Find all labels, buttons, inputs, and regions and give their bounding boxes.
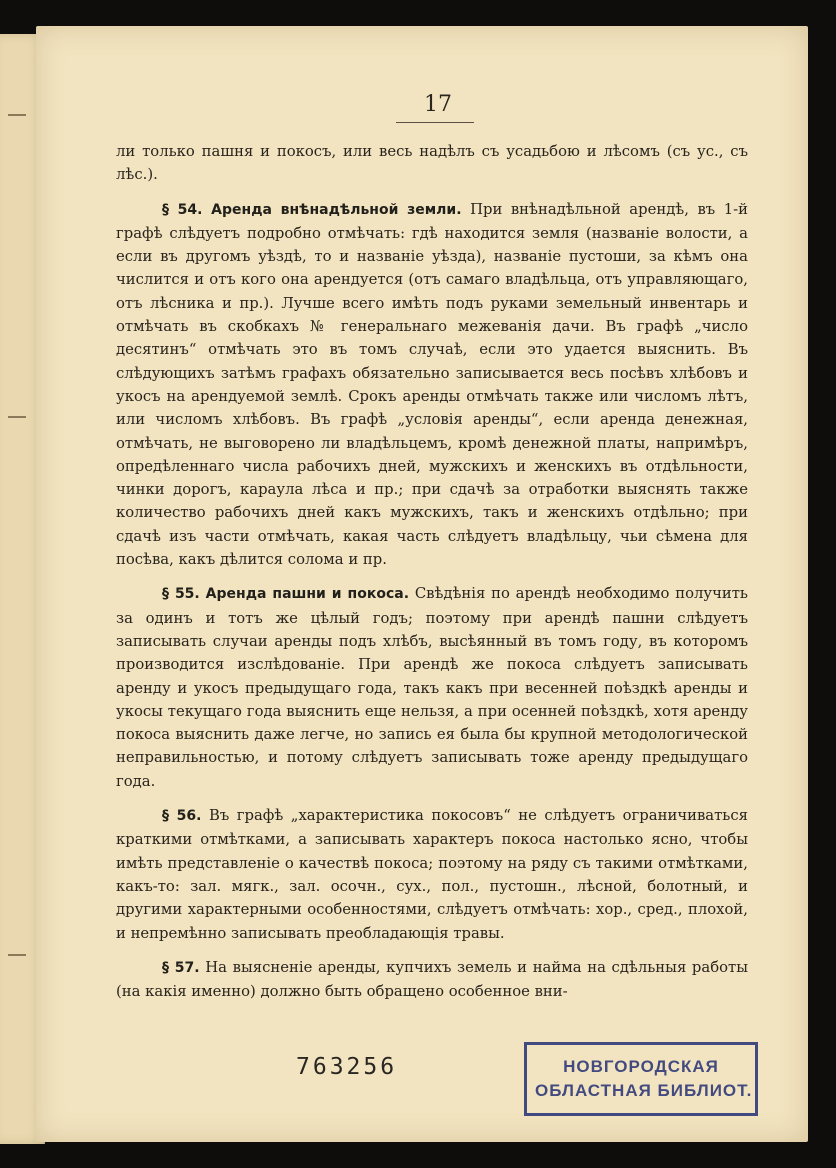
library-stamp bbox=[524, 1042, 758, 1116]
section-text: На выясненіе аренды, купчихъ земель и найма на сдѣльныя работы (на какія именно) должно быть обращено особенное вни- bbox=[116, 958, 748, 1001]
inventory-number: 763256 bbox=[296, 1054, 398, 1080]
section-57 bbox=[116, 956, 748, 1004]
section-text: Свѣдѣнія по арендѣ необходимо получить за одинъ и тотъ же цѣлый годъ; поэтому при арендѣ пашни слѣдуетъ записывать случаи аренды подъ хлѣбъ, высѣянный въ томъ году, въ которомъ производится изслѣдованіе. При арендѣ же покоса слѣдуетъ записывать аренду и укосъ предыдущаго года, такъ какъ при весенней поѣздкѣ аренды и укосы текущаго года выяснить еще нельзя, а при осенней поѣздкѣ, хотя аренду покоса выяснить даже легче, но запись ея была бы крупной методологической неправильностью, и потому слѣдуетъ записывать тоже аренду предыдущаго года. bbox=[116, 585, 748, 790]
document-page bbox=[36, 26, 808, 1142]
page-number-rule bbox=[396, 122, 474, 123]
page-edge-mark bbox=[8, 954, 26, 956]
page-edge-mark bbox=[8, 114, 26, 116]
page-body bbox=[116, 140, 748, 1003]
section-text: Въ графѣ „характеристика покосовъ“ не слѣдуетъ ограничиваться краткими отмѣтками, а записывать характеръ покоса настолько ясно, чтобы имѣть представленіе о качествѣ покоса; поэтому на ряду съ такими отмѣтками, какъ-то: зал. мягк., зал. осочн., сух., пол., пустошн., лѣсной, болотный, и другими характерными особенностями, слѣдуетъ отмѣчать: хор., сред., плохой, и непремѣнно записывать преобладающія травы. bbox=[116, 807, 748, 942]
page-number: 17 bbox=[424, 92, 452, 117]
section-heading: § 56. bbox=[162, 808, 202, 825]
opening-paragraph: ли только пашня и покосъ, или весь надѣлъ съ усадьбою и лѣсомъ (съ ус., съ лѣс.). bbox=[116, 143, 748, 184]
stamp-line-1: НОВГОРОДСКАЯ bbox=[563, 1057, 719, 1076]
section-heading: § 54. Аренда внѣнадѣльной земли. bbox=[162, 201, 462, 218]
section-55 bbox=[116, 582, 748, 793]
stamp-line-2: ОБЛАСТНАЯ БИБЛИОТ. bbox=[535, 1081, 753, 1100]
section-heading: § 55. Аренда пашни и покоса. bbox=[162, 586, 410, 603]
section-56 bbox=[116, 804, 748, 945]
section-heading: § 57. bbox=[162, 959, 200, 976]
section-text: При внѣнадѣльной арендѣ, въ 1-й графѣ слѣдуетъ подробно отмѣчать: гдѣ находится земля (названіе волости, а если въ другомъ уѣздѣ, то и названіе уѣзда), названіе пустоши, за кѣмъ она числится и отъ кого она арендуется (отъ самаго владѣльца, отъ управляющаго, отъ лѣсника и пр.). Лучше всего имѣть подъ руками земельный инвентарь и отмѣчать въ скобкахъ № генеральнаго межеванія дачи. Въ графѣ „число десятинъ“ отмѣчать это въ томъ случаѣ, если это удается выяснить. Въ слѣдующихъ затѣмъ графахъ обязательно записывается весь посѣвъ хлѣбовъ и укосъ на арендуемой землѣ. Срокъ аренды отмѣчать также или числомъ лѣтъ, или числомъ хлѣбовъ. Въ графѣ „условія аренды“, если аренда денежная, отмѣчать, не выговорено ли владѣльцемъ, кромѣ денежной платы, напримѣръ, опредѣленнаго числа рабочихъ дней, мужскихъ и женскихъ въ отдѣльности, чинки дорогъ, караула лѣса и пр.; при сдачѣ за отработки выяснять также количество рабочихъ дней какъ мужскихъ, такъ и женскихъ отдѣльно; при сдачѣ изъ части отмѣчать, какая часть слѣдуетъ владѣльцу, чьи сѣмена для посѣва, какъ дѣлится солома и пр. bbox=[116, 200, 748, 569]
section-54 bbox=[116, 198, 748, 572]
page-edge-mark bbox=[8, 416, 26, 418]
